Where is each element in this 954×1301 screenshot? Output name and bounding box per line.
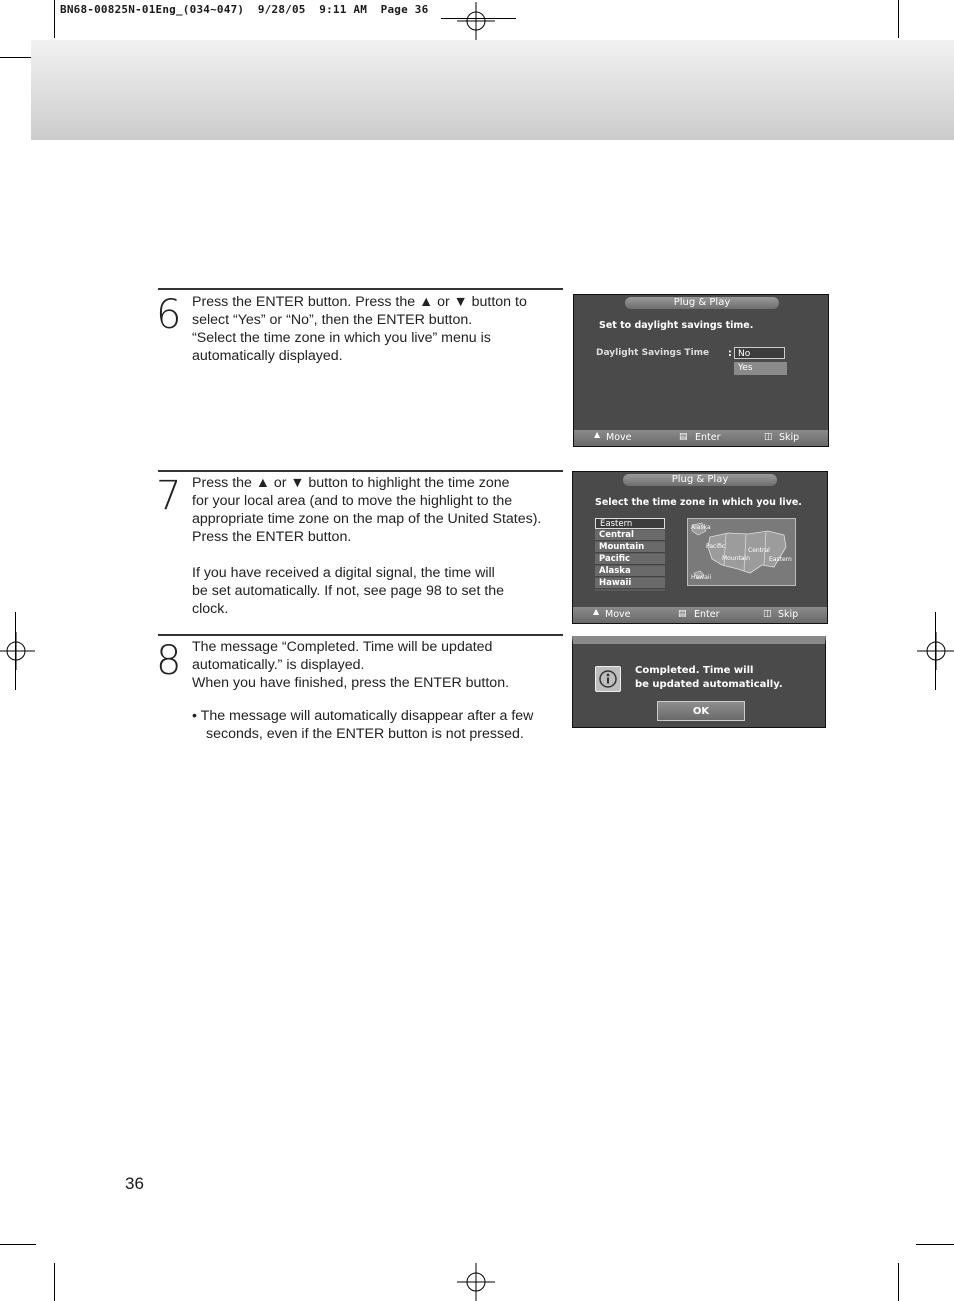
step-number: 7 <box>156 473 182 519</box>
osd-completed-dialog <box>572 636 826 728</box>
move-icon: ▲ <box>594 430 601 439</box>
zone-hawaii[interactable]: Hawaii <box>595 578 665 589</box>
move-label: Move <box>605 609 631 620</box>
message-line-1: Completed. Time will <box>635 665 754 676</box>
osd-daylight-savings <box>573 294 829 447</box>
crop-mark <box>898 1263 899 1301</box>
zone-eastern[interactable]: Eastern <box>595 518 665 529</box>
osd-title: Plug & Play <box>623 474 777 486</box>
step-text <box>192 638 562 743</box>
bullet-line: • The message will automatically disappear after a few <box>192 708 534 724</box>
text-line: When you have finished, press the ENTER button. <box>192 675 510 691</box>
time-zone-list <box>595 518 665 591</box>
text-line: for your local area (and to move the highlight to the <box>192 493 513 509</box>
osd-control-bar <box>574 430 828 446</box>
map-label-central: Central <box>748 547 770 554</box>
step-text <box>192 293 562 365</box>
registration-mark-icon <box>457 1263 495 1301</box>
skip-icon: ◫ <box>764 432 773 442</box>
zone-pacific[interactable]: Pacific <box>595 554 665 565</box>
text-line: automatically.” is displayed. <box>192 657 365 673</box>
skip-icon: ◫ <box>763 609 772 619</box>
header-banner <box>31 40 954 140</box>
map-label-pacific: Pacific <box>706 543 726 550</box>
text-spacer <box>192 546 567 564</box>
step-divider <box>158 634 563 636</box>
registration-mark-icon <box>0 632 35 670</box>
move-label: Move <box>606 432 632 443</box>
enter-icon: ▤ <box>678 609 687 619</box>
osd-control-bar <box>573 607 827 623</box>
osd-subtitle: Set to daylight savings time. <box>599 320 754 331</box>
skip-label: Skip <box>778 609 799 620</box>
text-line: Press the ▲ or ▼ button to highlight the time zone <box>192 475 510 491</box>
move-icon: ▲ <box>593 607 600 616</box>
option-no[interactable]: No <box>734 347 785 359</box>
text-line: “Select the time zone in which you live” menu is <box>192 330 491 346</box>
field-label: Daylight Savings Time <box>596 348 710 358</box>
zone-alaska[interactable]: Alaska <box>595 566 665 577</box>
crop-mark <box>54 0 55 38</box>
text-line: be set automatically. If not, see page 98 to set the <box>192 583 505 599</box>
message-line-2: be updated automatically. <box>635 679 783 690</box>
map-label-mountain: Mountain <box>722 555 750 562</box>
text-line: appropriate time zone on the map of the United States). <box>192 511 542 527</box>
option-yes[interactable]: Yes <box>734 362 787 375</box>
text-line: The message “Completed. Time will be updated <box>192 639 493 655</box>
print-slug: BN68-00825N-01Eng_(034~047) 9/28/05 9:11 AM Page 36 <box>60 3 429 16</box>
page-number: 36 <box>125 1174 144 1193</box>
zone-mountain[interactable]: Mountain <box>595 542 665 553</box>
step-divider <box>158 288 563 290</box>
crop-mark <box>15 612 16 690</box>
step-number: 6 <box>156 292 182 338</box>
info-icon <box>595 666 621 692</box>
crop-mark <box>916 1244 954 1245</box>
enter-icon: ▤ <box>679 432 688 442</box>
crop-mark <box>54 1263 55 1301</box>
text-line: automatically displayed. <box>192 348 343 364</box>
map-label-eastern: Eastern <box>769 556 792 563</box>
text-line: clock. <box>192 601 229 617</box>
step-number: 8 <box>156 638 182 684</box>
step-divider <box>158 470 563 472</box>
crop-mark <box>898 0 899 38</box>
enter-label: Enter <box>694 609 720 620</box>
text-line: Press the ENTER button. Press the ▲ or ▼ button to <box>192 294 527 310</box>
field-colon: : <box>728 348 732 359</box>
text-line: If you have received a digital signal, the time will <box>192 565 495 581</box>
crop-mark <box>0 1244 36 1245</box>
bullet-line: seconds, even if the ENTER button is not pressed. <box>206 726 524 742</box>
enter-label: Enter <box>695 432 721 443</box>
crop-mark <box>935 612 936 690</box>
map-label-alaska: Alaska <box>691 524 711 531</box>
osd-title: Plug & Play <box>625 297 779 309</box>
registration-mark-icon <box>457 2 495 40</box>
text-line: select “Yes” or “No”, then the ENTER button. <box>192 312 473 328</box>
zone-central[interactable]: Central <box>595 530 665 541</box>
osd-time-zone <box>572 471 828 624</box>
step-text <box>192 474 567 618</box>
skip-label: Skip <box>779 432 800 443</box>
ok-button[interactable]: OK <box>657 701 745 721</box>
map-label-hawaii: Hawaii <box>691 574 712 581</box>
text-spacer <box>192 692 562 707</box>
us-time-zone-map <box>687 518 796 586</box>
osd-subtitle: Select the time zone in which you live. <box>595 497 802 508</box>
text-line: Press the ENTER button. <box>192 529 352 545</box>
